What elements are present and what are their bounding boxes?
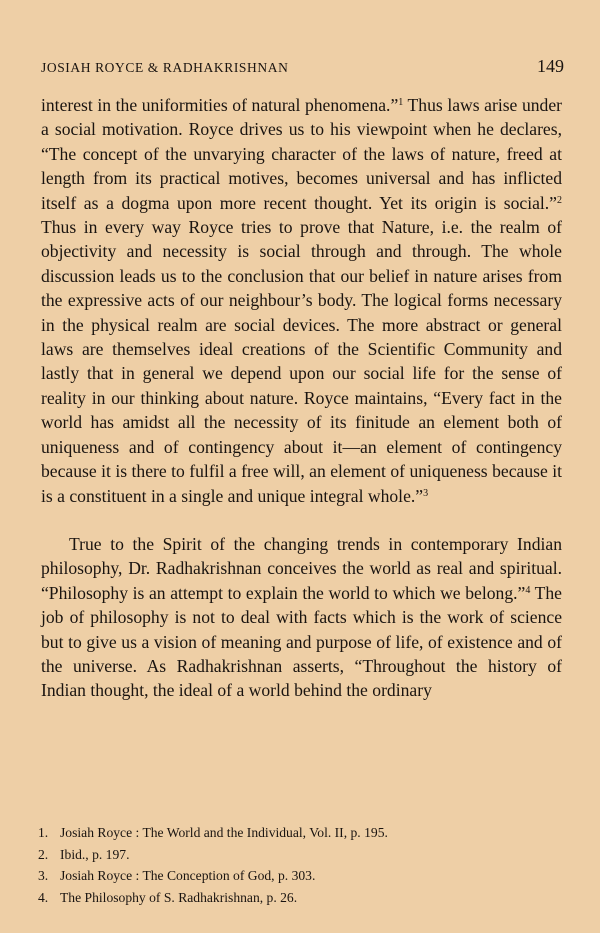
paragraph-1-sentence-3: Thus in every way Royce tries to prove that Nature, i.e. the realm of objectivity and necessity is social through and through. The whole discussion leads us to the conclusion that our belief in nature arises from the expressive acts of our neighbour’s body. The logical forms necessary in the physical realm are social devices. The more abstract or general laws are themselves ideal creations of the Scientific Community and lastly that in general we depend upon our social life for the sense of reality in our thinking about nature. Royce maintains, “Every fact in the world has amidst all the necessity of its finitude an element both of uniqueness and of contingency about it—an element of contingency because it is there to fulfil a free will, an element of uniqueness because it is a constituent in a single and unique integral whole.” — [41, 217, 562, 506]
footnote-number: 2. — [38, 846, 49, 862]
footnote-number: 4. — [38, 889, 49, 905]
paragraph-1 — [41, 93, 562, 508]
paragraph-2-sentence-1: True to the Spirit of the changing trends in contemporary Indian philosophy, Dr. Radhakrishnan conceives the world as real and spiritual. “Philosophy is an attempt to explain the world to which we belong.” — [41, 533, 562, 603]
footnote-text: Ibid., p. 197. — [60, 846, 130, 862]
footnote-3 — [38, 865, 563, 887]
paragraph-2 — [41, 532, 562, 703]
footnote-4 — [38, 887, 563, 909]
paragraph-1-sentence-2: Thus laws arise under a social motivation. Royce drives us to his viewpoint when he declares, “The concept of the unvarying character of the laws of nature, freed at length from its practical motives, becomes universal and has inflicted itself as a dogma upon more recent thought. Yet its origin is social.” — [41, 95, 563, 213]
running-head — [41, 56, 564, 82]
footnote-number: 3. — [38, 868, 49, 883]
footnote-text: Josiah Royce : The Conception of God, p. 303. — [60, 868, 316, 883]
paragraph-2-sentence-2: The job of philosophy is not to deal with facts which is the work of science but to give us a vision of meaning and purpose of life, of existence and of the universe. As Radhakrishnan asserts, “Throughout the history of Indian thought, the ideal of a world behind the ordinary — [41, 582, 562, 701]
footnotes — [38, 822, 563, 908]
footnote-text: The Philosophy of S. Radhakrishnan, p. 26. — [60, 889, 298, 905]
footnote-number: 1. — [38, 825, 49, 840]
paragraph-1-sentence-1: interest in the uniformities of natural phenomena.” — [41, 95, 399, 115]
footnote-ref-1: 1 — [398, 97, 404, 108]
footnote-text: Josiah Royce : The World and the Individual, Vol. II, p. 195. — [60, 825, 388, 840]
footnote-ref-4: 4 — [525, 584, 531, 596]
running-title: JOSIAH ROYCE & RADHAKRISHNAN — [41, 60, 289, 75]
footnote-2 — [38, 844, 563, 866]
page-number: 149 — [537, 56, 564, 76]
footnote-ref-2: 2 — [557, 194, 562, 206]
body-text — [41, 93, 562, 703]
footnote-ref-3: 3 — [423, 487, 429, 499]
footnote-1 — [38, 822, 563, 844]
